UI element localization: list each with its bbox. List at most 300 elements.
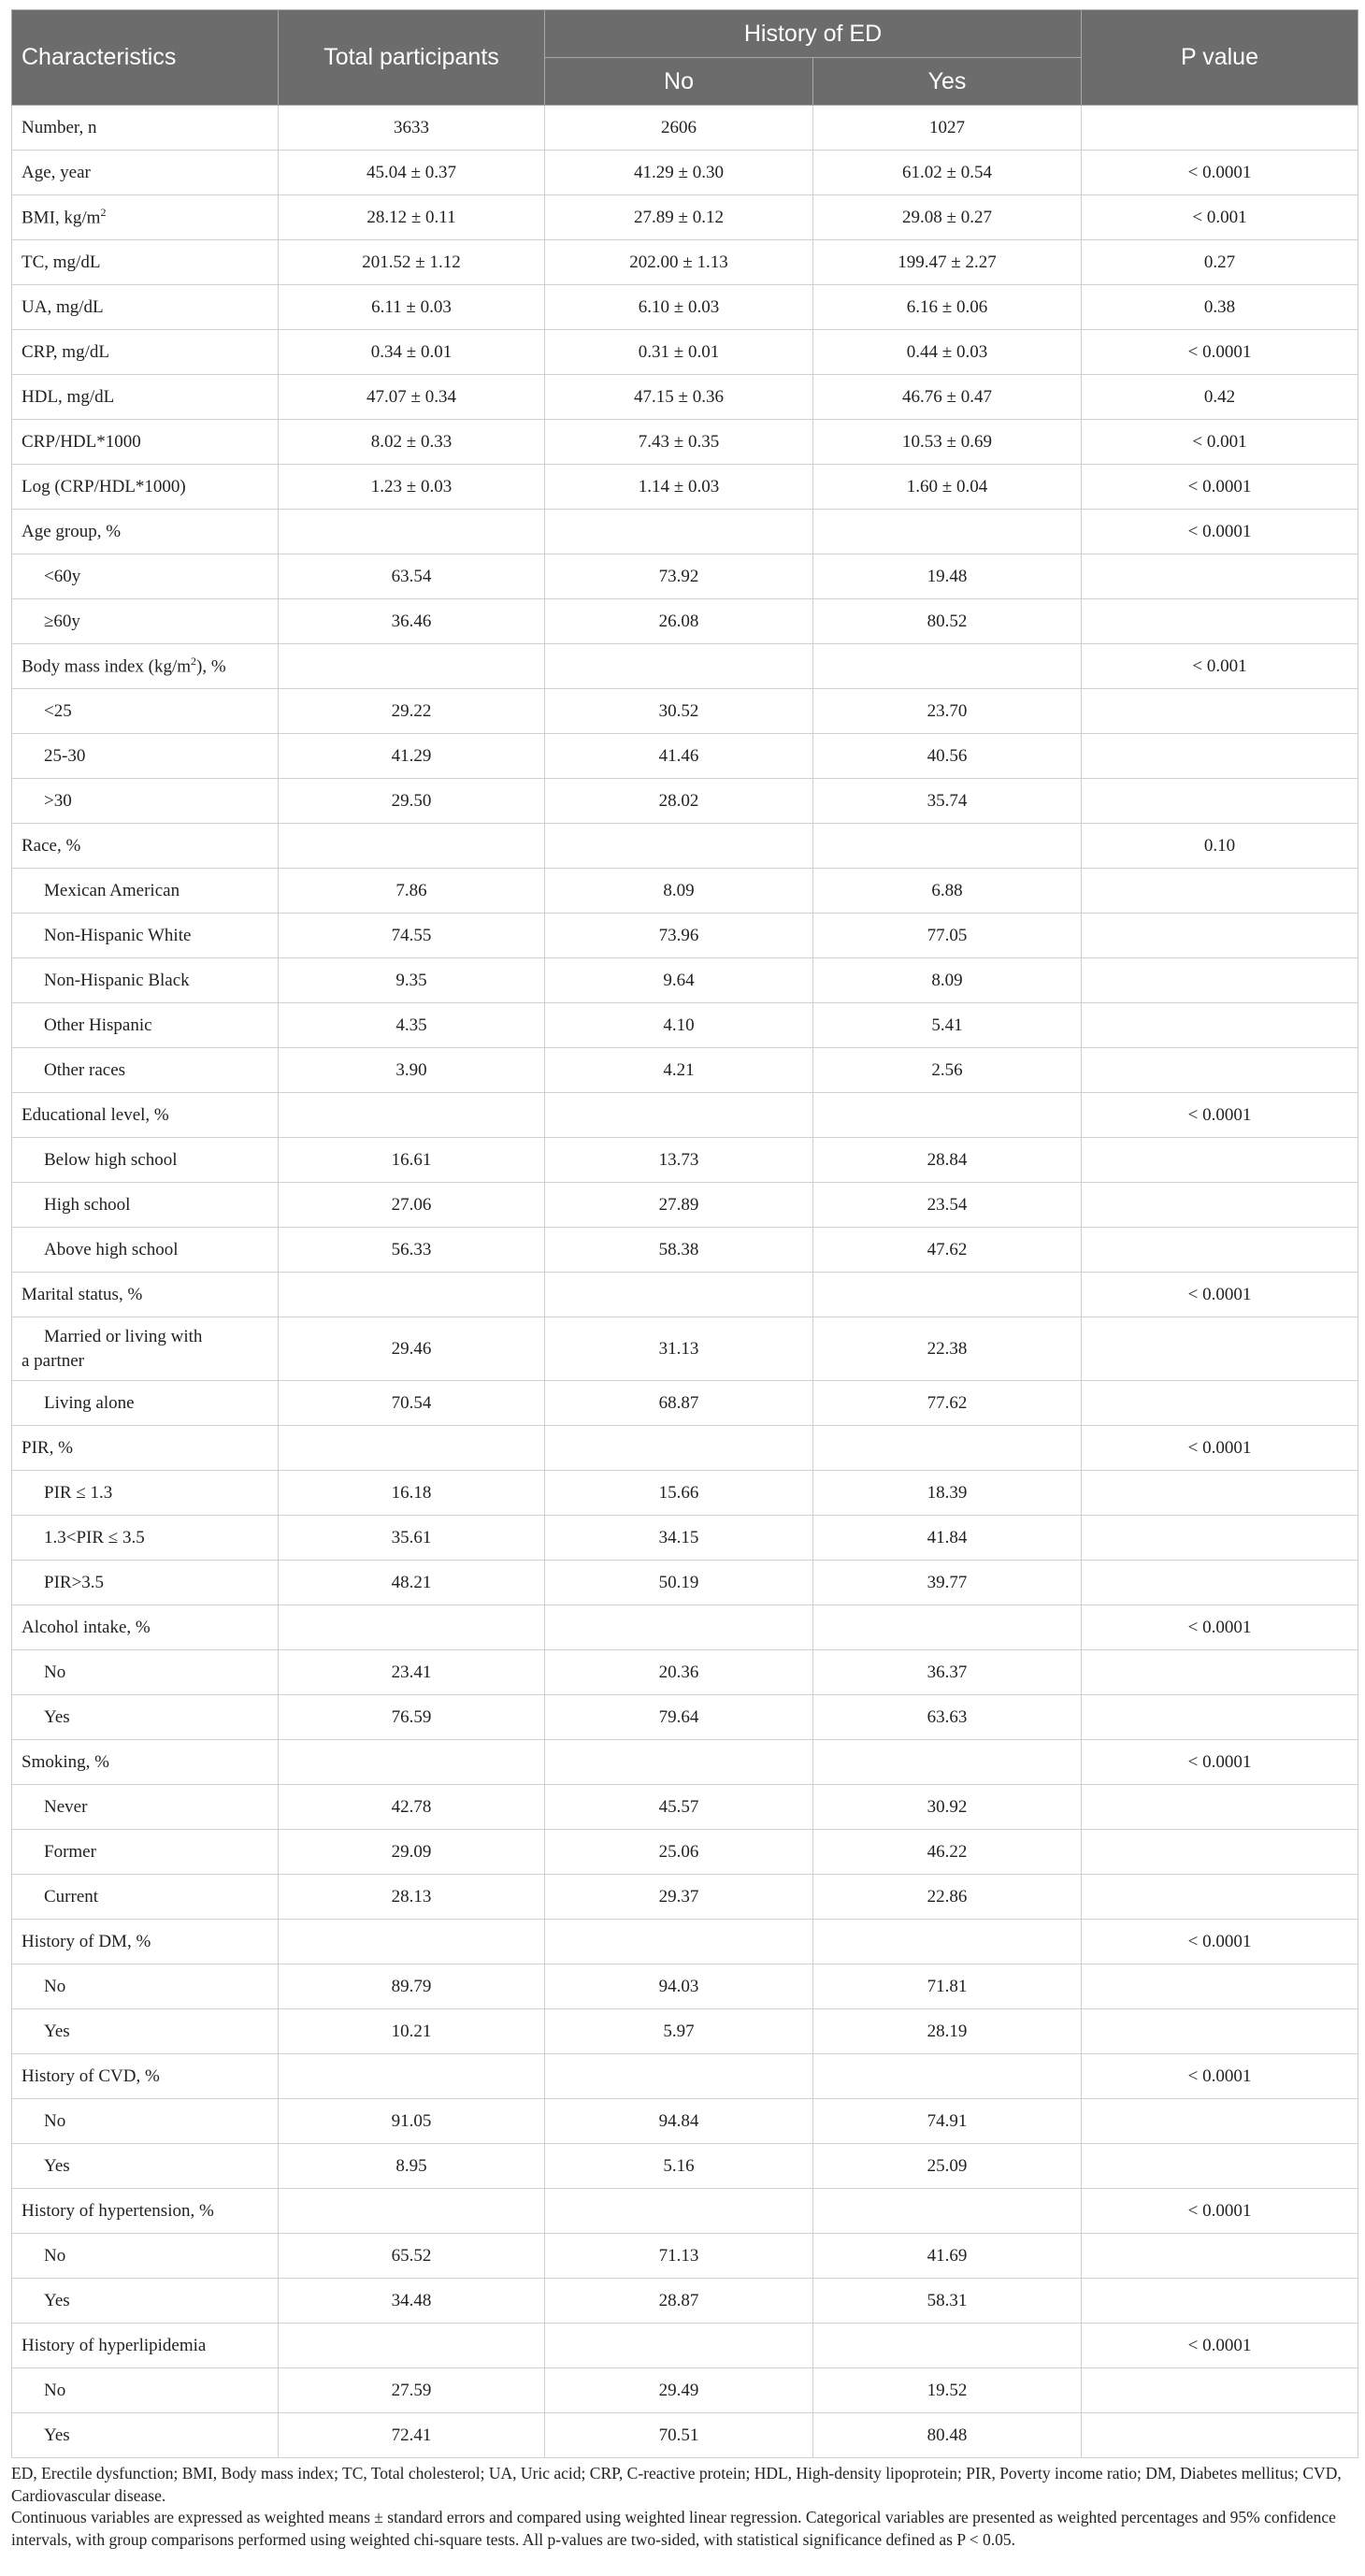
- cell-no: 5.16: [545, 2144, 813, 2189]
- cell-yes: 18.39: [813, 1471, 1082, 1516]
- row-label: PIR>3.5: [12, 1561, 279, 1605]
- cell-yes: 36.37: [813, 1650, 1082, 1695]
- cell-no: 8.09: [545, 869, 813, 914]
- cell-p-value: < 0.0001: [1082, 2189, 1358, 2234]
- cell-total: 42.78: [279, 1785, 545, 1830]
- cell-no: 4.21: [545, 1048, 813, 1093]
- cell-yes: 23.70: [813, 689, 1082, 734]
- table-row: [12, 1605, 1358, 1650]
- cell-p-value: < 0.0001: [1082, 1273, 1358, 1317]
- row-label: Yes: [12, 2279, 279, 2324]
- cell-no: 73.96: [545, 914, 813, 958]
- cell-no: 29.49: [545, 2368, 813, 2413]
- cell-yes: [813, 1273, 1082, 1317]
- cell-no: 6.10 ± 0.03: [545, 285, 813, 330]
- row-label: >30: [12, 779, 279, 824]
- cell-no: 1.14 ± 0.03: [545, 465, 813, 510]
- cell-no: 25.06: [545, 1830, 813, 1875]
- cell-yes: 6.16 ± 0.06: [813, 285, 1082, 330]
- cell-yes: 22.86: [813, 1875, 1082, 1920]
- cell-p-value: [1082, 1875, 1358, 1920]
- table-row: [12, 1964, 1358, 2009]
- table-row: [12, 465, 1358, 510]
- cell-no: 202.00 ± 1.13: [545, 240, 813, 285]
- cell-total: 9.35: [279, 958, 545, 1003]
- row-label: Mexican American: [12, 869, 279, 914]
- row-label: Former: [12, 1830, 279, 1875]
- cell-yes: 61.02 ± 0.54: [813, 151, 1082, 195]
- cell-p-value: < 0.001: [1082, 644, 1358, 689]
- header-history-of-ed: History of ED: [545, 10, 1082, 58]
- table-row: [12, 1048, 1358, 1093]
- cell-no: 27.89: [545, 1183, 813, 1228]
- header-p-value: P value: [1082, 10, 1358, 106]
- cell-no: 4.10: [545, 1003, 813, 1048]
- cell-p-value: 0.38: [1082, 285, 1358, 330]
- cell-no: 79.64: [545, 1695, 813, 1740]
- cell-p-value: [1082, 1695, 1358, 1740]
- table-row: [12, 1875, 1358, 1920]
- row-label: Race, %: [12, 824, 279, 869]
- row-label: Educational level, %: [12, 1093, 279, 1138]
- row-label: CRP/HDL*1000: [12, 420, 279, 465]
- cell-p-value: [1082, 2099, 1358, 2144]
- row-label: HDL, mg/dL: [12, 375, 279, 420]
- cell-no: 2606: [545, 106, 813, 151]
- row-label: Yes: [12, 1695, 279, 1740]
- cell-yes: 5.41: [813, 1003, 1082, 1048]
- cell-no: [545, 1740, 813, 1785]
- table-row: [12, 2054, 1358, 2099]
- cell-yes: 28.84: [813, 1138, 1082, 1183]
- row-label: Age, year: [12, 151, 279, 195]
- cell-p-value: [1082, 1830, 1358, 1875]
- cell-yes: [813, 2324, 1082, 2368]
- cell-p-value: [1082, 554, 1358, 599]
- cell-total: [279, 1273, 545, 1317]
- table-row: [12, 106, 1358, 151]
- cell-yes: [813, 1605, 1082, 1650]
- cell-total: [279, 2324, 545, 2368]
- table-row: [12, 1830, 1358, 1875]
- table-row: [12, 599, 1358, 644]
- table-row: [12, 689, 1358, 734]
- row-label: 1.3<PIR ≤ 3.5: [12, 1516, 279, 1561]
- table-row: [12, 644, 1358, 689]
- cell-yes: [813, 644, 1082, 689]
- cell-total: 72.41: [279, 2413, 545, 2458]
- cell-total: 3.90: [279, 1048, 545, 1093]
- table-row: [12, 2189, 1358, 2234]
- table-row: [12, 2234, 1358, 2279]
- cell-total: 28.12 ± 0.11: [279, 195, 545, 240]
- cell-total: 47.07 ± 0.34: [279, 375, 545, 420]
- cell-total: 34.48: [279, 2279, 545, 2324]
- cell-total: [279, 2054, 545, 2099]
- cell-no: 0.31 ± 0.01: [545, 330, 813, 375]
- cell-p-value: < 0.0001: [1082, 2054, 1358, 2099]
- row-label: No: [12, 2368, 279, 2413]
- cell-no: [545, 1093, 813, 1138]
- cell-yes: [813, 1093, 1082, 1138]
- cell-total: 10.21: [279, 2009, 545, 2054]
- table-row: [12, 1920, 1358, 1964]
- cell-no: 20.36: [545, 1650, 813, 1695]
- table-row: [12, 1273, 1358, 1317]
- cell-yes: 10.53 ± 0.69: [813, 420, 1082, 465]
- cell-total: 8.95: [279, 2144, 545, 2189]
- header-no: No: [545, 58, 813, 106]
- cell-no: 31.13: [545, 1317, 813, 1381]
- table-row: [12, 779, 1358, 824]
- cell-p-value: [1082, 1381, 1358, 1426]
- cell-no: 28.02: [545, 779, 813, 824]
- cell-no: 94.84: [545, 2099, 813, 2144]
- cell-yes: 1027: [813, 106, 1082, 151]
- cell-total: 0.34 ± 0.01: [279, 330, 545, 375]
- cell-yes: 199.47 ± 2.27: [813, 240, 1082, 285]
- table-row: [12, 1471, 1358, 1516]
- cell-total: 70.54: [279, 1381, 545, 1426]
- cell-yes: 41.69: [813, 2234, 1082, 2279]
- cell-total: 45.04 ± 0.37: [279, 151, 545, 195]
- table-row: [12, 510, 1358, 554]
- table-row: [12, 195, 1358, 240]
- cell-no: 45.57: [545, 1785, 813, 1830]
- cell-total: 201.52 ± 1.12: [279, 240, 545, 285]
- cell-total: 48.21: [279, 1561, 545, 1605]
- cell-no: [545, 2324, 813, 2368]
- cell-total: 29.09: [279, 1830, 545, 1875]
- cell-total: 65.52: [279, 2234, 545, 2279]
- cell-no: 71.13: [545, 2234, 813, 2279]
- cell-total: 56.33: [279, 1228, 545, 1273]
- cell-p-value: < 0.0001: [1082, 1605, 1358, 1650]
- table-row: [12, 1426, 1358, 1471]
- cell-total: [279, 1426, 545, 1471]
- row-label: No: [12, 2234, 279, 2279]
- table-footnotes: [11, 2463, 1358, 2551]
- cell-p-value: < 0.001: [1082, 195, 1358, 240]
- cell-p-value: [1082, 958, 1358, 1003]
- cell-p-value: 0.27: [1082, 240, 1358, 285]
- row-label: Never: [12, 1785, 279, 1830]
- cell-yes: [813, 824, 1082, 869]
- cell-total: 4.35: [279, 1003, 545, 1048]
- cell-p-value: [1082, 106, 1358, 151]
- cell-yes: 25.09: [813, 2144, 1082, 2189]
- cell-total: 27.59: [279, 2368, 545, 2413]
- cell-total: 89.79: [279, 1964, 545, 2009]
- cell-yes: 80.52: [813, 599, 1082, 644]
- cell-total: [279, 510, 545, 554]
- cell-total: 29.22: [279, 689, 545, 734]
- cell-total: [279, 644, 545, 689]
- cell-no: 41.29 ± 0.30: [545, 151, 813, 195]
- table-row: [12, 2368, 1358, 2413]
- table-row: [12, 375, 1358, 420]
- header-characteristics: Characteristics: [12, 10, 279, 106]
- cell-no: 73.92: [545, 554, 813, 599]
- row-label: Above high school: [12, 1228, 279, 1273]
- cell-p-value: < 0.0001: [1082, 1740, 1358, 1785]
- cell-no: 47.15 ± 0.36: [545, 375, 813, 420]
- cell-total: [279, 1740, 545, 1785]
- cell-p-value: 0.10: [1082, 824, 1358, 869]
- cell-total: 3633: [279, 106, 545, 151]
- cell-no: 50.19: [545, 1561, 813, 1605]
- cell-total: 29.50: [279, 779, 545, 824]
- cell-total: 28.13: [279, 1875, 545, 1920]
- footnote-methods: Continuous variables are expressed as weighted means ± standard errors and compared using weighted linear regression. Categorical variables are presented as weighted percentages and 95% confidence intervals, with group comparisons performed using weighted chi-square tests. All p-values are two-sided, with statistical significance defined as P < 0.05.: [11, 2508, 1336, 2549]
- cell-yes: 46.22: [813, 1830, 1082, 1875]
- cell-total: 91.05: [279, 2099, 545, 2144]
- cell-no: 28.87: [545, 2279, 813, 2324]
- cell-yes: 35.74: [813, 779, 1082, 824]
- cell-p-value: [1082, 779, 1358, 824]
- row-label: High school: [12, 1183, 279, 1228]
- row-label: History of hypertension, %: [12, 2189, 279, 2234]
- cell-p-value: [1082, 1138, 1358, 1183]
- row-label: Alcohol intake, %: [12, 1605, 279, 1650]
- cell-no: 34.15: [545, 1516, 813, 1561]
- cell-total: 36.46: [279, 599, 545, 644]
- table-row: [12, 2279, 1358, 2324]
- table-row: [12, 1093, 1358, 1138]
- cell-total: 76.59: [279, 1695, 545, 1740]
- table-row: [12, 2144, 1358, 2189]
- cell-p-value: [1082, 734, 1358, 779]
- cell-p-value: [1082, 1561, 1358, 1605]
- row-label: Current: [12, 1875, 279, 1920]
- cell-no: 30.52: [545, 689, 813, 734]
- cell-no: 29.37: [545, 1875, 813, 1920]
- cell-yes: 77.62: [813, 1381, 1082, 1426]
- cell-p-value: < 0.0001: [1082, 2324, 1358, 2368]
- cell-p-value: 0.42: [1082, 375, 1358, 420]
- row-label: Other Hispanic: [12, 1003, 279, 1048]
- cell-no: 70.51: [545, 2413, 813, 2458]
- row-label: Living alone: [12, 1381, 279, 1426]
- row-label: History of CVD, %: [12, 2054, 279, 2099]
- table-row: [12, 1183, 1358, 1228]
- cell-p-value: [1082, 1048, 1358, 1093]
- cell-total: 41.29: [279, 734, 545, 779]
- cell-total: 74.55: [279, 914, 545, 958]
- cell-yes: 71.81: [813, 1964, 1082, 2009]
- row-label: No: [12, 1964, 279, 2009]
- cell-p-value: < 0.0001: [1082, 330, 1358, 375]
- cell-p-value: [1082, 2144, 1358, 2189]
- cell-yes: [813, 510, 1082, 554]
- cell-p-value: < 0.0001: [1082, 465, 1358, 510]
- cell-total: 35.61: [279, 1516, 545, 1561]
- cell-no: [545, 2054, 813, 2099]
- table-header: [12, 10, 1358, 106]
- cell-no: 41.46: [545, 734, 813, 779]
- cell-yes: 6.88: [813, 869, 1082, 914]
- row-label: Yes: [12, 2009, 279, 2054]
- table-row: [12, 869, 1358, 914]
- cell-yes: 0.44 ± 0.03: [813, 330, 1082, 375]
- table-row: [12, 1695, 1358, 1740]
- cell-total: [279, 1093, 545, 1138]
- table-row: [12, 1650, 1358, 1695]
- row-label: Yes: [12, 2413, 279, 2458]
- cell-yes: 47.62: [813, 1228, 1082, 1273]
- row-label: Smoking, %: [12, 1740, 279, 1785]
- cell-yes: 23.54: [813, 1183, 1082, 1228]
- cell-yes: 19.48: [813, 554, 1082, 599]
- cell-p-value: [1082, 1228, 1358, 1273]
- cell-yes: [813, 1426, 1082, 1471]
- cell-p-value: [1082, 1650, 1358, 1695]
- row-label: <60y: [12, 554, 279, 599]
- cell-yes: 1.60 ± 0.04: [813, 465, 1082, 510]
- cell-p-value: [1082, 2009, 1358, 2054]
- footnote-abbreviations: ED, Erectile dysfunction; BMI, Body mass index; TC, Total cholesterol; UA, Uric acid; CRP, C-reactive protein; HDL, High-density lipoprotein; PIR, Poverty income ratio; DM, Diabetes mellitus; CVD, Cardiovascular disease.: [11, 2464, 1342, 2505]
- table-body: [12, 106, 1358, 2458]
- table-row: [12, 2324, 1358, 2368]
- cell-p-value: [1082, 2368, 1358, 2413]
- cell-yes: 19.52: [813, 2368, 1082, 2413]
- cell-p-value: [1082, 2279, 1358, 2324]
- cell-no: 68.87: [545, 1381, 813, 1426]
- cell-yes: 80.48: [813, 2413, 1082, 2458]
- cell-p-value: [1082, 1183, 1358, 1228]
- cell-yes: 29.08 ± 0.27: [813, 195, 1082, 240]
- cell-yes: 41.84: [813, 1516, 1082, 1561]
- cell-total: 8.02 ± 0.33: [279, 420, 545, 465]
- row-label: Body mass index $(kg/m^2)$, %: [12, 644, 279, 689]
- cell-p-value: < 0.0001: [1082, 151, 1358, 195]
- cell-total: 63.54: [279, 554, 545, 599]
- table-row: [12, 2413, 1358, 2458]
- row-label: Other races: [12, 1048, 279, 1093]
- cell-no: [545, 1273, 813, 1317]
- cell-total: 16.61: [279, 1138, 545, 1183]
- cell-no: [545, 1426, 813, 1471]
- table-row: [12, 1381, 1358, 1426]
- cell-p-value: [1082, 1516, 1358, 1561]
- table-row: [12, 420, 1358, 465]
- row-label: Age group, %: [12, 510, 279, 554]
- row-label: History of DM, %: [12, 1920, 279, 1964]
- table-row: [12, 1740, 1358, 1785]
- table-row: [12, 240, 1358, 285]
- cell-total: [279, 1920, 545, 1964]
- row-label: Marital status, %: [12, 1273, 279, 1317]
- cell-no: 27.89 ± 0.12: [545, 195, 813, 240]
- row-label: ≥60y: [12, 599, 279, 644]
- cell-no: 94.03: [545, 1964, 813, 2009]
- cell-total: 29.46: [279, 1317, 545, 1381]
- header-total-participants: Total participants: [279, 10, 545, 106]
- cell-yes: 2.56: [813, 1048, 1082, 1093]
- cell-p-value: < 0.0001: [1082, 1920, 1358, 1964]
- cell-no: [545, 2189, 813, 2234]
- row-label: Log (CRP/HDL*1000): [12, 465, 279, 510]
- row-label: No: [12, 2099, 279, 2144]
- row-label: Number, n: [12, 106, 279, 151]
- cell-no: 7.43 ± 0.35: [545, 420, 813, 465]
- cell-yes: 22.38: [813, 1317, 1082, 1381]
- table-row: [12, 2009, 1358, 2054]
- cell-p-value: [1082, 1003, 1358, 1048]
- cell-p-value: < 0.0001: [1082, 510, 1358, 554]
- table-row: [12, 1138, 1358, 1183]
- cell-total: 16.18: [279, 1471, 545, 1516]
- cell-yes: 28.19: [813, 2009, 1082, 2054]
- table-row: [12, 824, 1358, 869]
- cell-p-value: [1082, 689, 1358, 734]
- cell-p-value: [1082, 2234, 1358, 2279]
- row-label: History of hyperlipidemia: [12, 2324, 279, 2368]
- table-row: [12, 1785, 1358, 1830]
- cell-total: 1.23 ± 0.03: [279, 465, 545, 510]
- cell-yes: 40.56: [813, 734, 1082, 779]
- cell-no: 13.73: [545, 1138, 813, 1183]
- cell-total: 23.41: [279, 1650, 545, 1695]
- cell-p-value: [1082, 2413, 1358, 2458]
- cell-p-value: [1082, 914, 1358, 958]
- table-row: [12, 151, 1358, 195]
- cell-p-value: [1082, 1317, 1358, 1381]
- cell-total: [279, 824, 545, 869]
- cell-yes: 30.92: [813, 1785, 1082, 1830]
- row-label: Non-Hispanic Black: [12, 958, 279, 1003]
- cell-yes: 63.63: [813, 1695, 1082, 1740]
- table-row: [12, 734, 1358, 779]
- table-row: [12, 1228, 1358, 1273]
- table-row: [12, 1516, 1358, 1561]
- cell-yes: [813, 1740, 1082, 1785]
- row-label: PIR ≤ 1.3: [12, 1471, 279, 1516]
- cell-yes: 58.31: [813, 2279, 1082, 2324]
- cell-p-value: [1082, 599, 1358, 644]
- cell-no: 15.66: [545, 1471, 813, 1516]
- cell-no: 26.08: [545, 599, 813, 644]
- cell-p-value: [1082, 1964, 1358, 2009]
- row-label: Married or living with a partner: [12, 1317, 279, 1381]
- cell-total: 27.06: [279, 1183, 545, 1228]
- characteristics-table: [11, 9, 1358, 2458]
- cell-yes: [813, 1920, 1082, 1964]
- row-label: PIR, %: [12, 1426, 279, 1471]
- cell-yes: [813, 2189, 1082, 2234]
- row-label: UA, mg/dL: [12, 285, 279, 330]
- row-label: Below high school: [12, 1138, 279, 1183]
- row-label: TC, mg/dL: [12, 240, 279, 285]
- row-label: Yes: [12, 2144, 279, 2189]
- cell-p-value: [1082, 1785, 1358, 1830]
- cell-no: 5.97: [545, 2009, 813, 2054]
- table-row: [12, 554, 1358, 599]
- cell-total: [279, 1605, 545, 1650]
- header-yes: Yes: [813, 58, 1082, 106]
- row-label: CRP, mg/dL: [12, 330, 279, 375]
- cell-no: [545, 1920, 813, 1964]
- table-row: [12, 2099, 1358, 2144]
- cell-yes: 39.77: [813, 1561, 1082, 1605]
- cell-total: [279, 2189, 545, 2234]
- cell-no: 58.38: [545, 1228, 813, 1273]
- row-label: Non-Hispanic White: [12, 914, 279, 958]
- cell-no: 9.64: [545, 958, 813, 1003]
- row-label: <25: [12, 689, 279, 734]
- table-row: [12, 285, 1358, 330]
- row-label: BMI, $kg/m^2$: [12, 195, 279, 240]
